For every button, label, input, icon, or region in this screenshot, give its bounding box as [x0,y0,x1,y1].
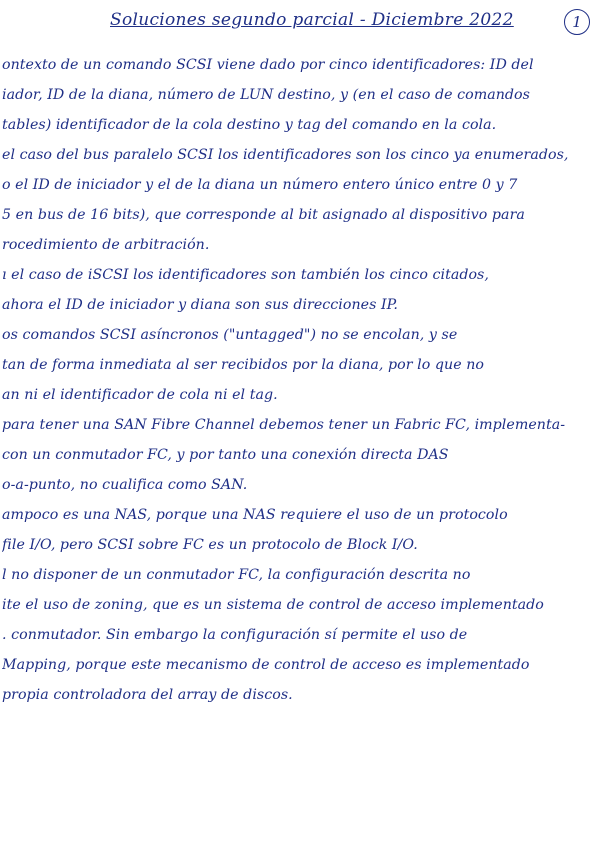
text-line: 5 en bus de 16 bits), que corresponde al bit asignado al dispositivo para [2,207,525,223]
text-line: . conmutador. Sin embargo la configuración sí permite el uso de [2,627,468,643]
text-line: o el ID de iniciador y el de la diana un número entero único entre 0 y 7 [2,177,518,193]
text-line: tables) identificador de la cola destino y tag del comando en la cola. [2,117,497,133]
text-line: ahora el ID de iniciador y diana son sus direcciones IP. [2,297,398,313]
page-number: 1 [564,9,590,35]
text-line: propia controladora del array de discos. [2,687,293,703]
handwritten-text [2,50,596,710]
text-line: con un conmutador FC, y por tanto una conexión directa DAS [2,447,449,463]
text-line: an ni el identificador de cola ni el tag. [2,387,278,403]
text-line: rocedimiento de arbitración. [2,237,210,253]
text-line: ampoco es una NAS, porque una NAS requiere el uso de un protocolo [2,507,508,523]
text-line: o-a-punto, no cualifica como SAN. [2,477,248,493]
text-line: iador, ID de la diana, número de LUN destino, y (en el caso de comandos [2,87,530,103]
text-line: file I/O, pero SCSI sobre FC es un protocolo de Block I/O. [2,537,418,553]
page-title: Soluciones segundo parcial - Diciembre 2022 [110,10,514,30]
text-line: tan de forma inmediata al ser recibidos por la diana, por lo que no [2,357,485,373]
text-line: el caso del bus paralelo SCSI los identificadores son los cinco ya enumerados, [2,147,569,163]
text-line: l no disponer de un conmutador FC, la configuración descrita no [2,567,471,583]
text-line: Mapping, porque este mecanismo de control de acceso es implementado [2,657,530,673]
text-line: os comandos SCSI asíncronos ("untagged") no se encolan, y se [2,327,458,343]
text-line: para tener una SAN Fibre Channel debemos tener un Fabric FC, implementa- [2,417,566,433]
text-line: ontexto de un comando SCSI viene dado por cinco identificadores: ID del [2,57,534,73]
text-line: ite el uso de zoning, que es un sistema de control de acceso implementado [2,597,544,613]
text-line: ı el caso de iSCSI los identificadores son también los cinco citados, [2,267,489,283]
